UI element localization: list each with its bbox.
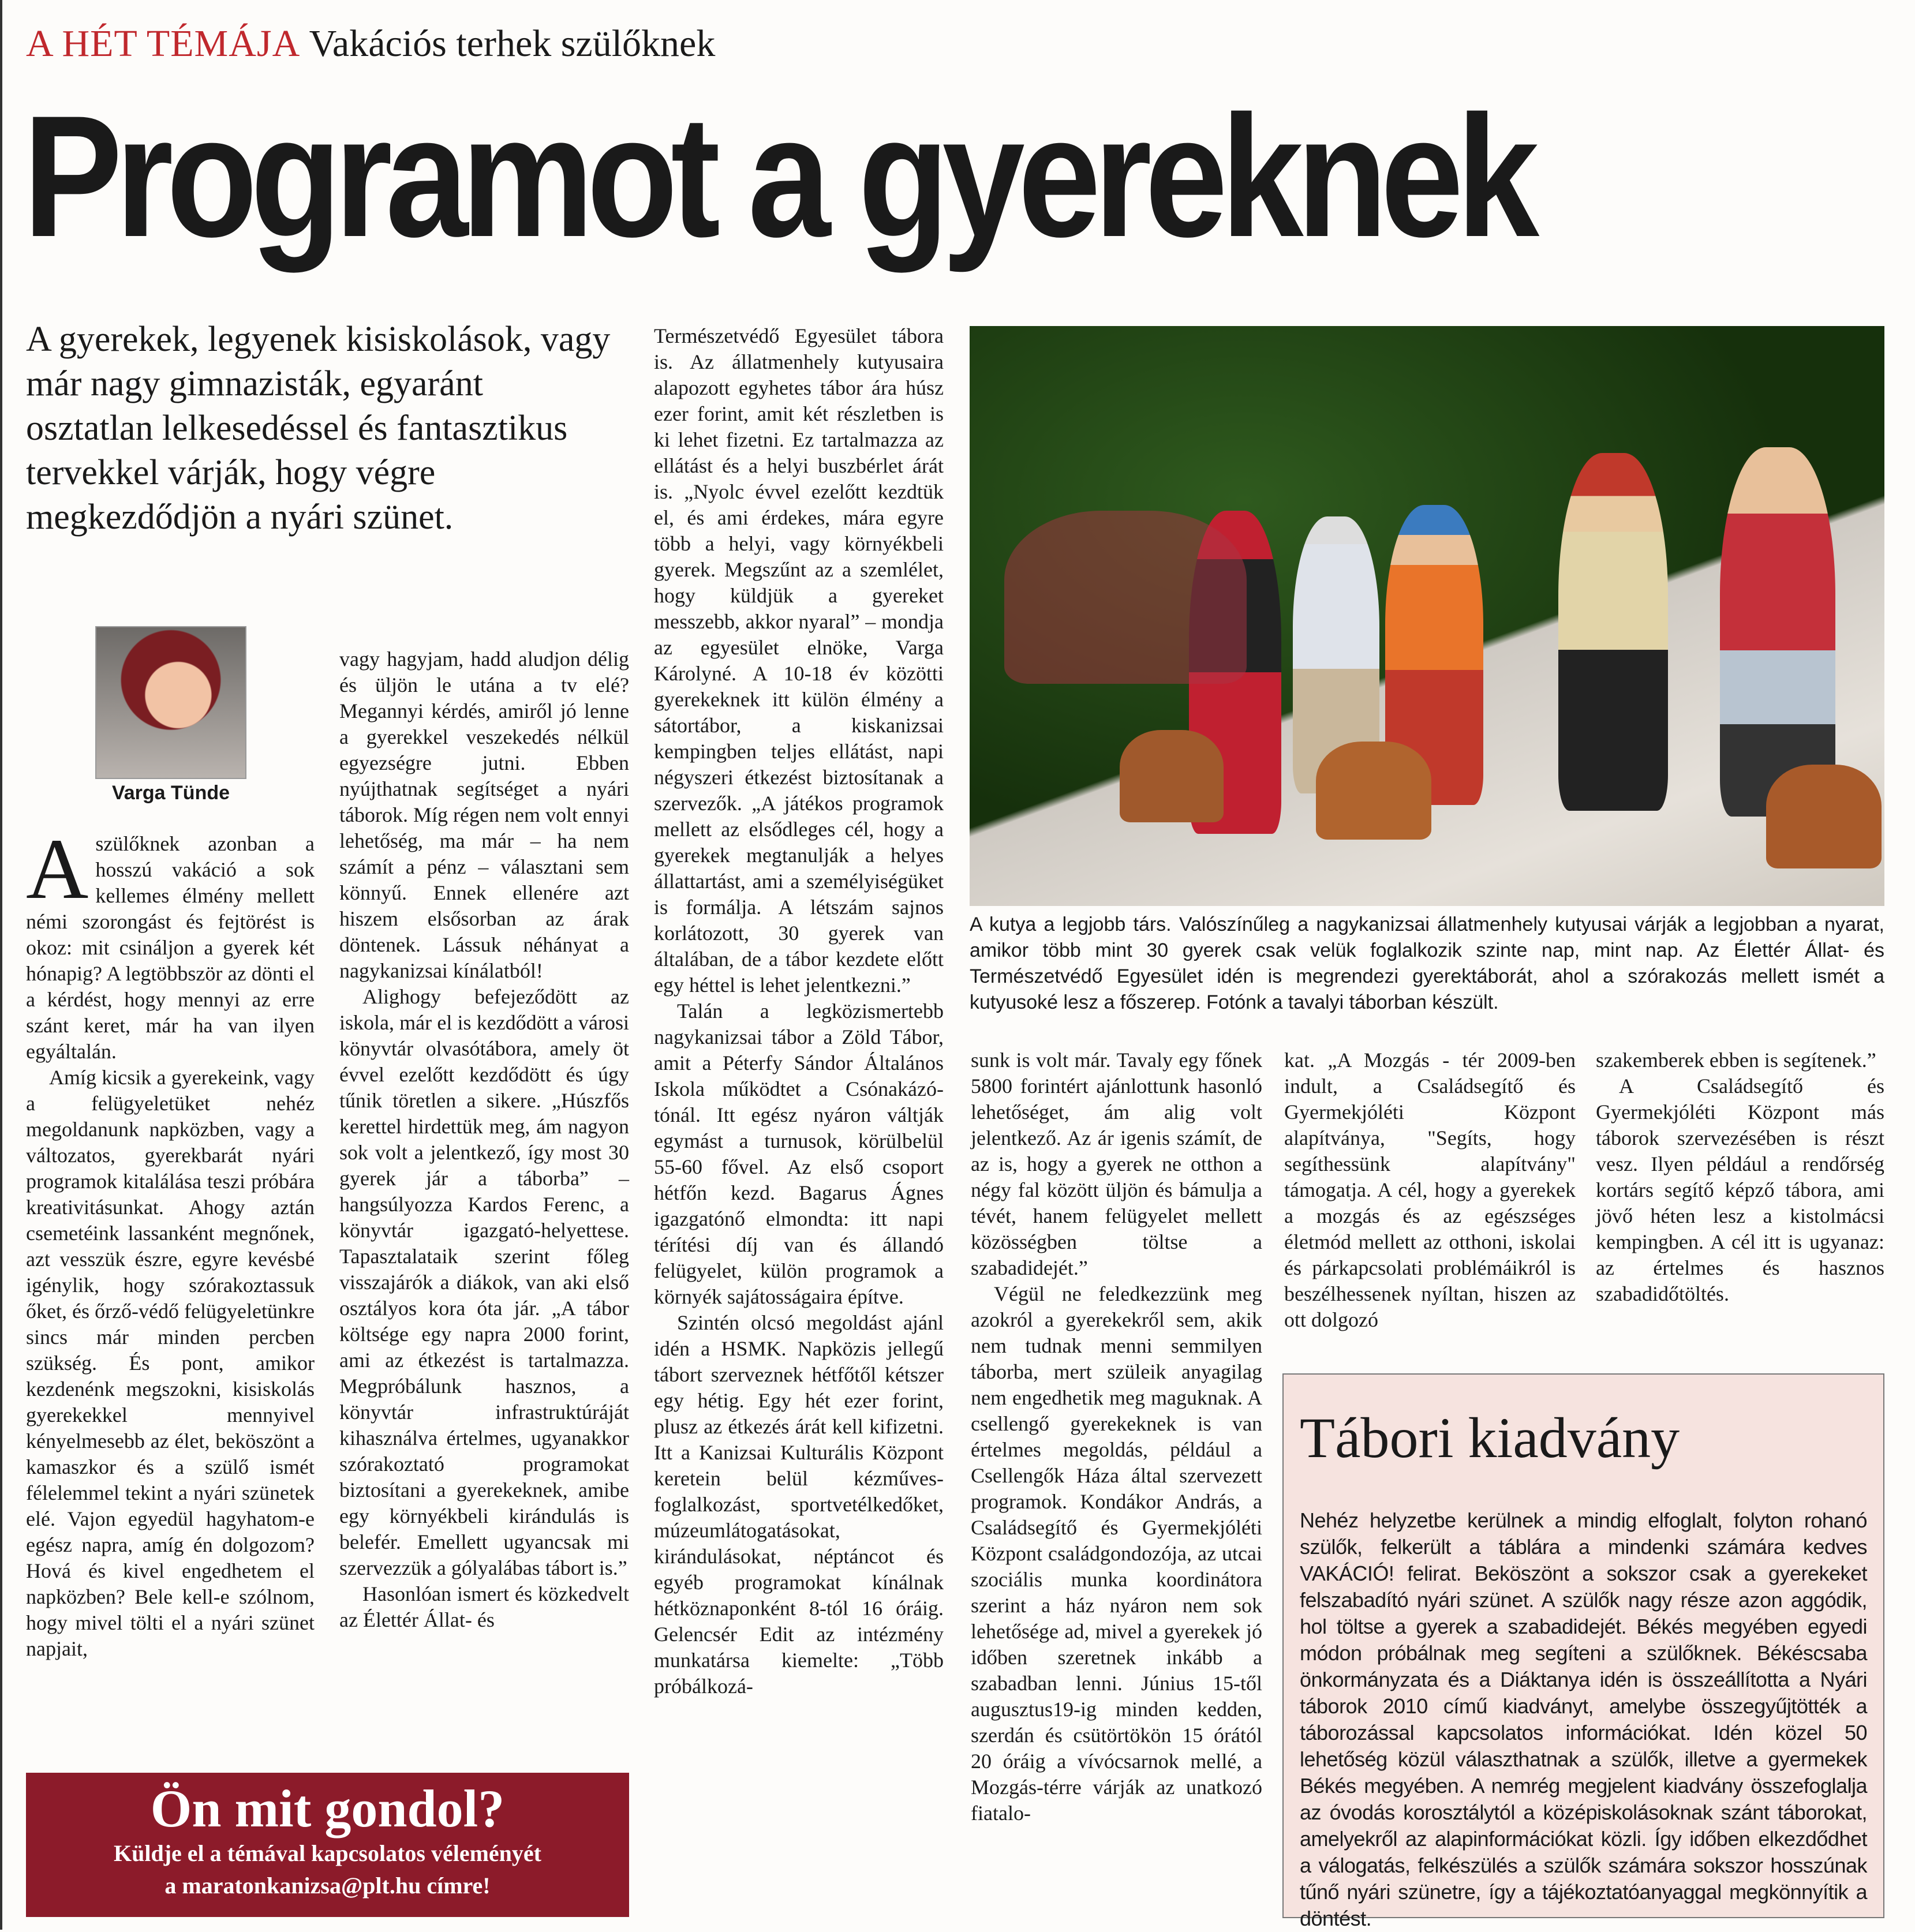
author-name: Varga Tünde bbox=[111, 782, 230, 804]
opinion-title: Ön mit gondol? bbox=[150, 1779, 505, 1838]
body-column-3 bbox=[654, 323, 944, 1699]
opinion-line-1: Küldje el a témával kapcsolatos véleményét bbox=[114, 1840, 541, 1866]
paragraph: szülőknek azonban a hosszú vakáció a sok kellemes élmény mellett némi szorongást és fejtörést is okoz: mit csináljon a gyerek két hónapig? A legtöbbször az dönti el a kérdést, hogy mennyi az erre szánt keret, már ha van ilyen egyáltalán. bbox=[26, 832, 315, 1063]
drop-cap: A bbox=[26, 821, 89, 917]
paragraph: Szintén olcsó megoldást ajánl idén a HSMK. Napközis jellegű tábort szerveznek hétfőtől kétszer egy hétig. Egy hét ezer forint, plusz az étkezés árát kell kifizetni. Itt a Kanizsai Kulturális Központ keretein belül kézműves-foglalkozást, sportvetélkedőket, múzeumlátogatásokat, kirándulásokat, néptáncot és egyéb programokat kínálnak hétköznaponként 8-tól 16 óráig. Gelencsér Edit az intézmény munkatársa kiemelte: „Több próbálkozá- bbox=[654, 1311, 944, 1698]
opinion-box bbox=[26, 1773, 629, 1917]
headline: Programot a gyereknek bbox=[23, 79, 1533, 273]
opinion-email-line: a maratonkanizsa@plt.hu címre! bbox=[164, 1873, 491, 1899]
sidebar-title: Tábori kiadvány bbox=[1300, 1406, 1680, 1470]
paragraph: Végül ne feledkezzünk meg azokról a gyerekekről sem, akik nem tudnak menni semmilyen táborba, mert szüleik anyagilag nem engedhetik meg maguknak. A csellengő gyerekeknek is van értelmes megoldás, például a Csellengők Háza által szervezett programok. Kondákor András, a Családsegítő és Gyermekjóléti Központ családgondozója, az utcai szociális munka koordinátora szerint a ház nyáron nem sok lehetősége ad, mivel a gyerekek jó időben szeretnek inkább a szabadban lenni. Június 15-től augusztus19-ig minden kedden, szerdán és csütörtökön 15 órától 20 óráig a vívócsarnok mellé, a Mozgás-térre várják az unatkozó fiatalo- bbox=[971, 1282, 1262, 1825]
body-column-4 bbox=[971, 1047, 1262, 1826]
sidebar-text: Nehéz helyzetbe kerülnek a mindig elfoglalt, folyton rohanó szülők, felkerült a táblára a mindenki számára kedves VAKÁCIÓ! felirat. Beköszönt a sokszor csak a gyerekeket felszabadító nyári szünet. A szülők nagy része azon aggódik, hol töltse a gyerek a szabadidejét. Békés megyében egyedi módon próbálnak meg segíteni a szülőknek. Békéscsaba önkormányzata és a Diáktanya idén is összeállította a Nyári táborok 2010 című kiadványt, amelybe összegyűjtötték a táborozással kapcsolatos információkat. Idén közel 50 lehetőség közül választhatnak a szülők, illetve a gyermekek Békés megyében. A nemrég megjelent kiadvány összefoglalja az óvodás korosztálytól a középiskolásoknak szánt táborokat, amelyekről az alapinformációkat közli. Így időben elkezdődhet a válogatás, felkészülés a szülők számára sokszor hosszúnak tűnő nyári szünetre, így a tájékoztatóanyaggal megkönnyítik a döntést. bbox=[1300, 1508, 1867, 1930]
section-kicker bbox=[26, 22, 715, 66]
paragraph: Hasonlóan ismert és közkedvelt az Élettér Állat- és bbox=[339, 1582, 629, 1631]
sidebar-box bbox=[1282, 1373, 1884, 1930]
body-column-6 bbox=[1596, 1047, 1884, 1307]
topic-label: Vakációs terhek szülőknek bbox=[309, 23, 716, 65]
paragraph: Amíg kicsik a gyerekeink, vagy a felügyeletüket nehéz megoldanunk napközben, vagy a változatos, gyerekbarát nyári programok kitalálása teszi próbára kreativitásunkat. Ahogy aztán csemetéink lassanként megnőnek, azt vesszük észre, egyre kevésbé igénylik, hogy szórakoztassuk őket, és őrző-védő felügyeletünkre sincs már minden percben szükség. És pont, amikor kezdenénk megszokni, kisiskolás gyerekekkel mennyivel kényelmesebb az élet, beköszönt a kamaszkor és a szülő ismét félelemmel tekint a nyári szünetek elé. Vajon egyedül hagyhatom-e egész napra, amíg én dolgozom? Hová és kivel engedhetem el napközben? Bele kell-e szólnom, hogy mivel tölti el a nyári szünet napjait, bbox=[26, 1066, 315, 1660]
paragraph: Talán a legközismertebb nagykanizsai tábor a Zöld Tábor, amit a Péterfy Sándor Általános Iskola működtet a Csónakázó-tónál. Itt egész nyáron váltják egymást a turnusok, körülbelül 55-60 fővel. Az első csoport hétfőn kezd. Bagarus Ágnes igazgatónő elmondta: itt napi térítési díj van és állandó felügyelet, külön programok a környék sajátosságaira építve. bbox=[654, 999, 944, 1308]
paragraph: A Családsegítő és Gyermekjóléti Központ más táborok szervezésében is részt vesz. Ilyen például a rendőrség kortárs segítő képző tábora, ami jövő héten lesz a kistolmácsi kempingben. A cél itt is ugyanaz: az értelmes és hasznos szabadidőtöltés. bbox=[1596, 1074, 1884, 1305]
body-column-1 bbox=[26, 821, 315, 1662]
author-photo bbox=[95, 626, 246, 779]
section-label: A HÉT TÉMÁJA bbox=[26, 23, 301, 65]
paragraph: kat. „A Mozgás - tér 2009-ben indult, a Családsegítő és Gyermekjóléti Központ alapítványa, "Segíts, hogy segíthessünk alapítvány" támogatja. A cél, hogy a gyerekek a mozgás és az egészséges életmód mellett az otthoni, iskolai és párkapcsolati problémáikról is beszélhessenek nyíltan, hiszen az ott dolgozó bbox=[1284, 1049, 1576, 1331]
paragraph: szakemberek ebben is segítenek.” bbox=[1596, 1049, 1876, 1072]
paragraph: Természetvédő Egyesület tábora is. Az állatmenhely kutyusaira alapozott egyhetes tábor ára húsz ezer forint, amit két részletben is ki lehet fizetni. Ez tartalmazza az ellátást és a helyi buszbérlet árát is. „Nyolc évvel ezelőtt kezdtük el, és ami érdekes, mára egyre több a helyi, vagy környékbeli gyerek. Megszűnt az a szemlélet, hogy küldjük a gyereket messzebb, akkor nyaral” – mondja az egyesület elnöke, Varga Károlyné. A 10-18 év közötti gyerekeknek itt külön élmény a sátortábor, a kiskanizsai kempingben teljes ellátást, napi négyszeri étkezést biztosítanak a szervezők. „A játékos programok mellett az elsődleges cél, hogy a gyerekek megtanulják a helyes állattartást, ami a személyiségüket is formálja. A létszám sajnos korlátozott, 30 gyerek van általában, de a tábor kezdete előtt egy héttel is lehet jelentkezni.” bbox=[654, 324, 944, 997]
paragraph: vagy hagyjam, hadd aludjon délig és üljön le utána a tv elé? Megannyi kérdés, amiről jó lenne a gyerekkel veszekedés nélkül egyezségre jutni. Ebben nyújthatnak segítséget a nyári táborok. Míg régen nem volt ennyi lehetőség, ma már – ha nem számít a pénz – választani sem könnyű. Ennek ellenére azt hiszem elsősorban az árak döntenek. Lássuk néhányat a nagykanizsai kínálatból! bbox=[339, 647, 629, 982]
photo-caption: A kutya a legjobb társ. Valószínűleg a nagykanizsai állatmenhely kutyusai várják a legjobban a nyarat, amikor több mint 30 gyerek csak velük foglalkozik szinte nap, mint nap. Az Élettér Állat- és Természetvédő Egyesület idén is megrendezi gyerektáborát, ahol a szórakozás mellett ismét a kutyusoké lesz a főszerep. Fotónk a tavalyi táborban készült. bbox=[970, 913, 1884, 1013]
body-column-2 bbox=[339, 646, 629, 1633]
paragraph: Alighogy befejeződött az iskola, már el is kezdődött a városi könyvtár olvasótábora, amely öt évvel ezelőtt kezdődött és úgy tűnik töretlen a sikere. „Húszfős kerettel hirdettük meg, ám nagyon sok volt a jelentkező, így most 30 gyerek jár a táborba” – hangsúlyozza Kardos Ferenc, a könyvtár igazgató-helyettese. Tapasztalataik szerint főleg visszajárók a diákok, van aki első osztályos kora óta jár. „A tábor költsége egy napra 2000 forint, ami az étkezést is tartalmazza. Megpróbálunk hasznos, a könyvtár infrastruktúráját kihasználva értelmes, ugyanakkor szórakoztató programokat biztosítani a gyerekeknek, amibe egy környékbeli kirándulás is belefér. Emellett ugyancsak mi szervezzük a gólyalábas tábort is.” bbox=[339, 985, 629, 1579]
paragraph: sunk is volt már. Tavaly egy főnek 5800 forintért ajánlottunk hasonló lehetőséget, ám alig volt jelentkező. Az ár igenis számít, de az is, hogy a gyerek ne otthon a négy fal között üljön és bámulja a tévét, hanem felügyelet mellett közösségben töltse a szabadidejét.” bbox=[971, 1049, 1262, 1279]
body-column-5 bbox=[1284, 1047, 1576, 1333]
page-edge-rule bbox=[0, 0, 2, 1930]
article-photo-children-with-dogs bbox=[970, 326, 1884, 906]
lead-paragraph: A gyerekek, legyenek kisiskolások, vagy már nagy gimnazisták, egyaránt osztatlan lelkesedéssel és fantasztikus tervekkel várják, hogy végre megkezdődjön a nyári szünet. bbox=[26, 320, 611, 537]
